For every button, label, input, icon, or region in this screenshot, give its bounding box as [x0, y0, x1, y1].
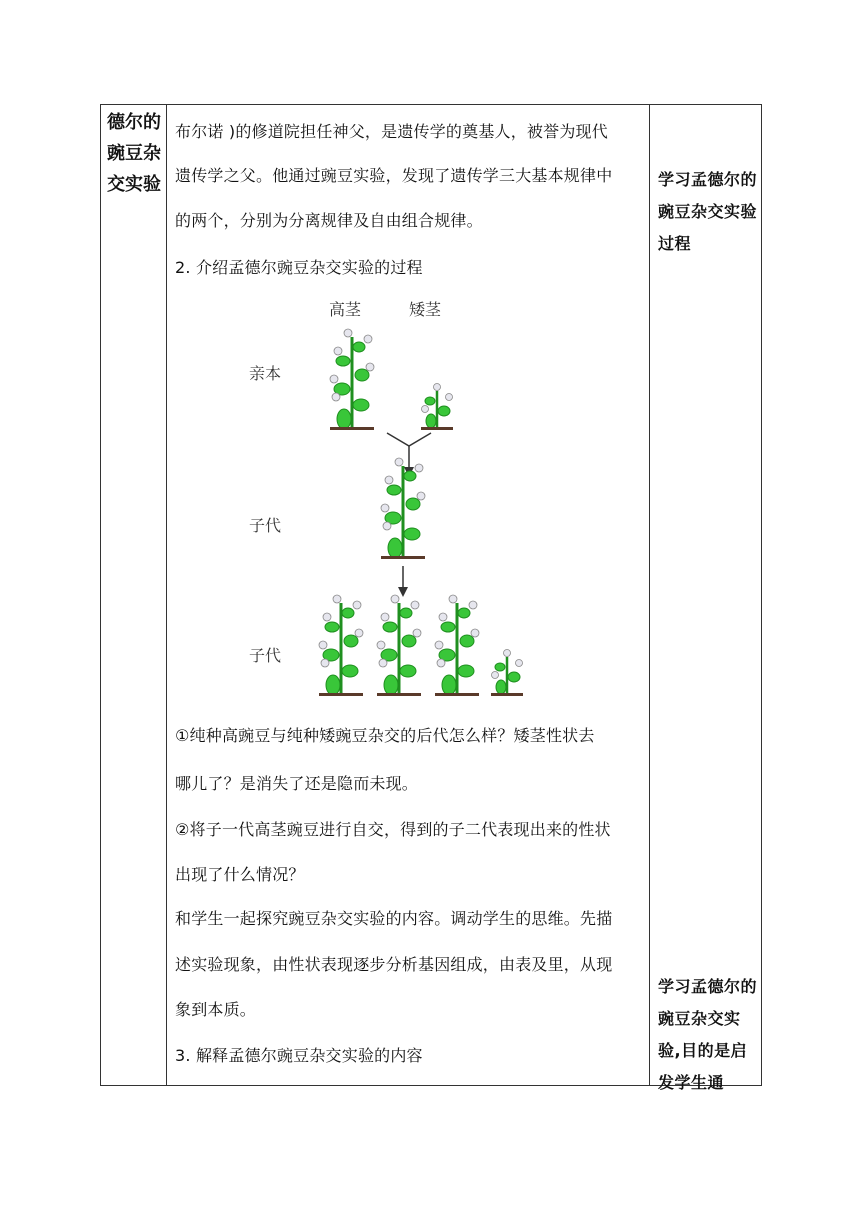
text-line: 哪儿了？是消失了还是隐而未现。 — [175, 774, 419, 793]
f2-tall-plant — [319, 595, 363, 696]
text-line: 象到本质。 — [175, 1000, 257, 1019]
text-line: 述实验现象，由性状表现逐步分析基因组成，由表及里，从现 — [175, 955, 613, 974]
f2-short-plant — [491, 650, 523, 697]
f1-tall-plant — [381, 458, 425, 559]
section-heading: 德尔的豌豆杂交实验 — [107, 112, 161, 195]
column-divider — [649, 105, 650, 1085]
lesson-table — [100, 104, 762, 1092]
text-line: 出现了什么情况？ — [175, 865, 305, 884]
note-2: 学习孟德尔的豌豆杂交实验,目的是启发学生通 — [658, 977, 758, 1092]
text-line: ②将子一代高茎豌豆进行自交，得到的子二代表现出来的性状 — [175, 820, 611, 839]
parent-label: 亲本 — [249, 364, 282, 383]
pea-cross-figure — [249, 291, 607, 701]
pea-plants-diagram — [307, 291, 607, 701]
column-divider — [166, 105, 167, 1085]
section-2-heading: 2. 介绍孟德尔豌豆杂交实验的过程 — [175, 258, 423, 277]
parent-short-plant — [421, 384, 453, 431]
text-line: 的两个，分别为分离规律及自由组合规律。 — [175, 211, 483, 230]
f1-label: 子代 — [249, 516, 282, 535]
short-stem-label: 矮茎 — [409, 300, 442, 319]
section-3-heading: 3. 解释孟德尔豌豆杂交实验的内容 — [175, 1046, 423, 1065]
f2-label: 子代 — [249, 646, 282, 665]
parent-tall-plant — [330, 329, 374, 430]
text-line: 和学生一起探究豌豆杂交实验的内容。调动学生的思维。先描 — [175, 909, 613, 928]
note-1: 学习孟德尔的豌豆杂交实验过程 — [658, 170, 758, 253]
f2-tall-plant — [377, 595, 421, 696]
tall-stem-label: 高茎 — [329, 300, 362, 319]
f2-tall-plant — [435, 595, 479, 696]
text-line: ①纯种高豌豆与纯种矮豌豆杂交的后代怎么样？矮茎性状去 — [175, 726, 595, 745]
text-line: 布尔诺 )的修道院担任神父，是遗传学的奠基人，被誉为现代 — [175, 122, 608, 141]
text-line: 遗传学之父。他通过豌豆实验，发现了遗传学三大基本规律中 — [175, 166, 613, 185]
